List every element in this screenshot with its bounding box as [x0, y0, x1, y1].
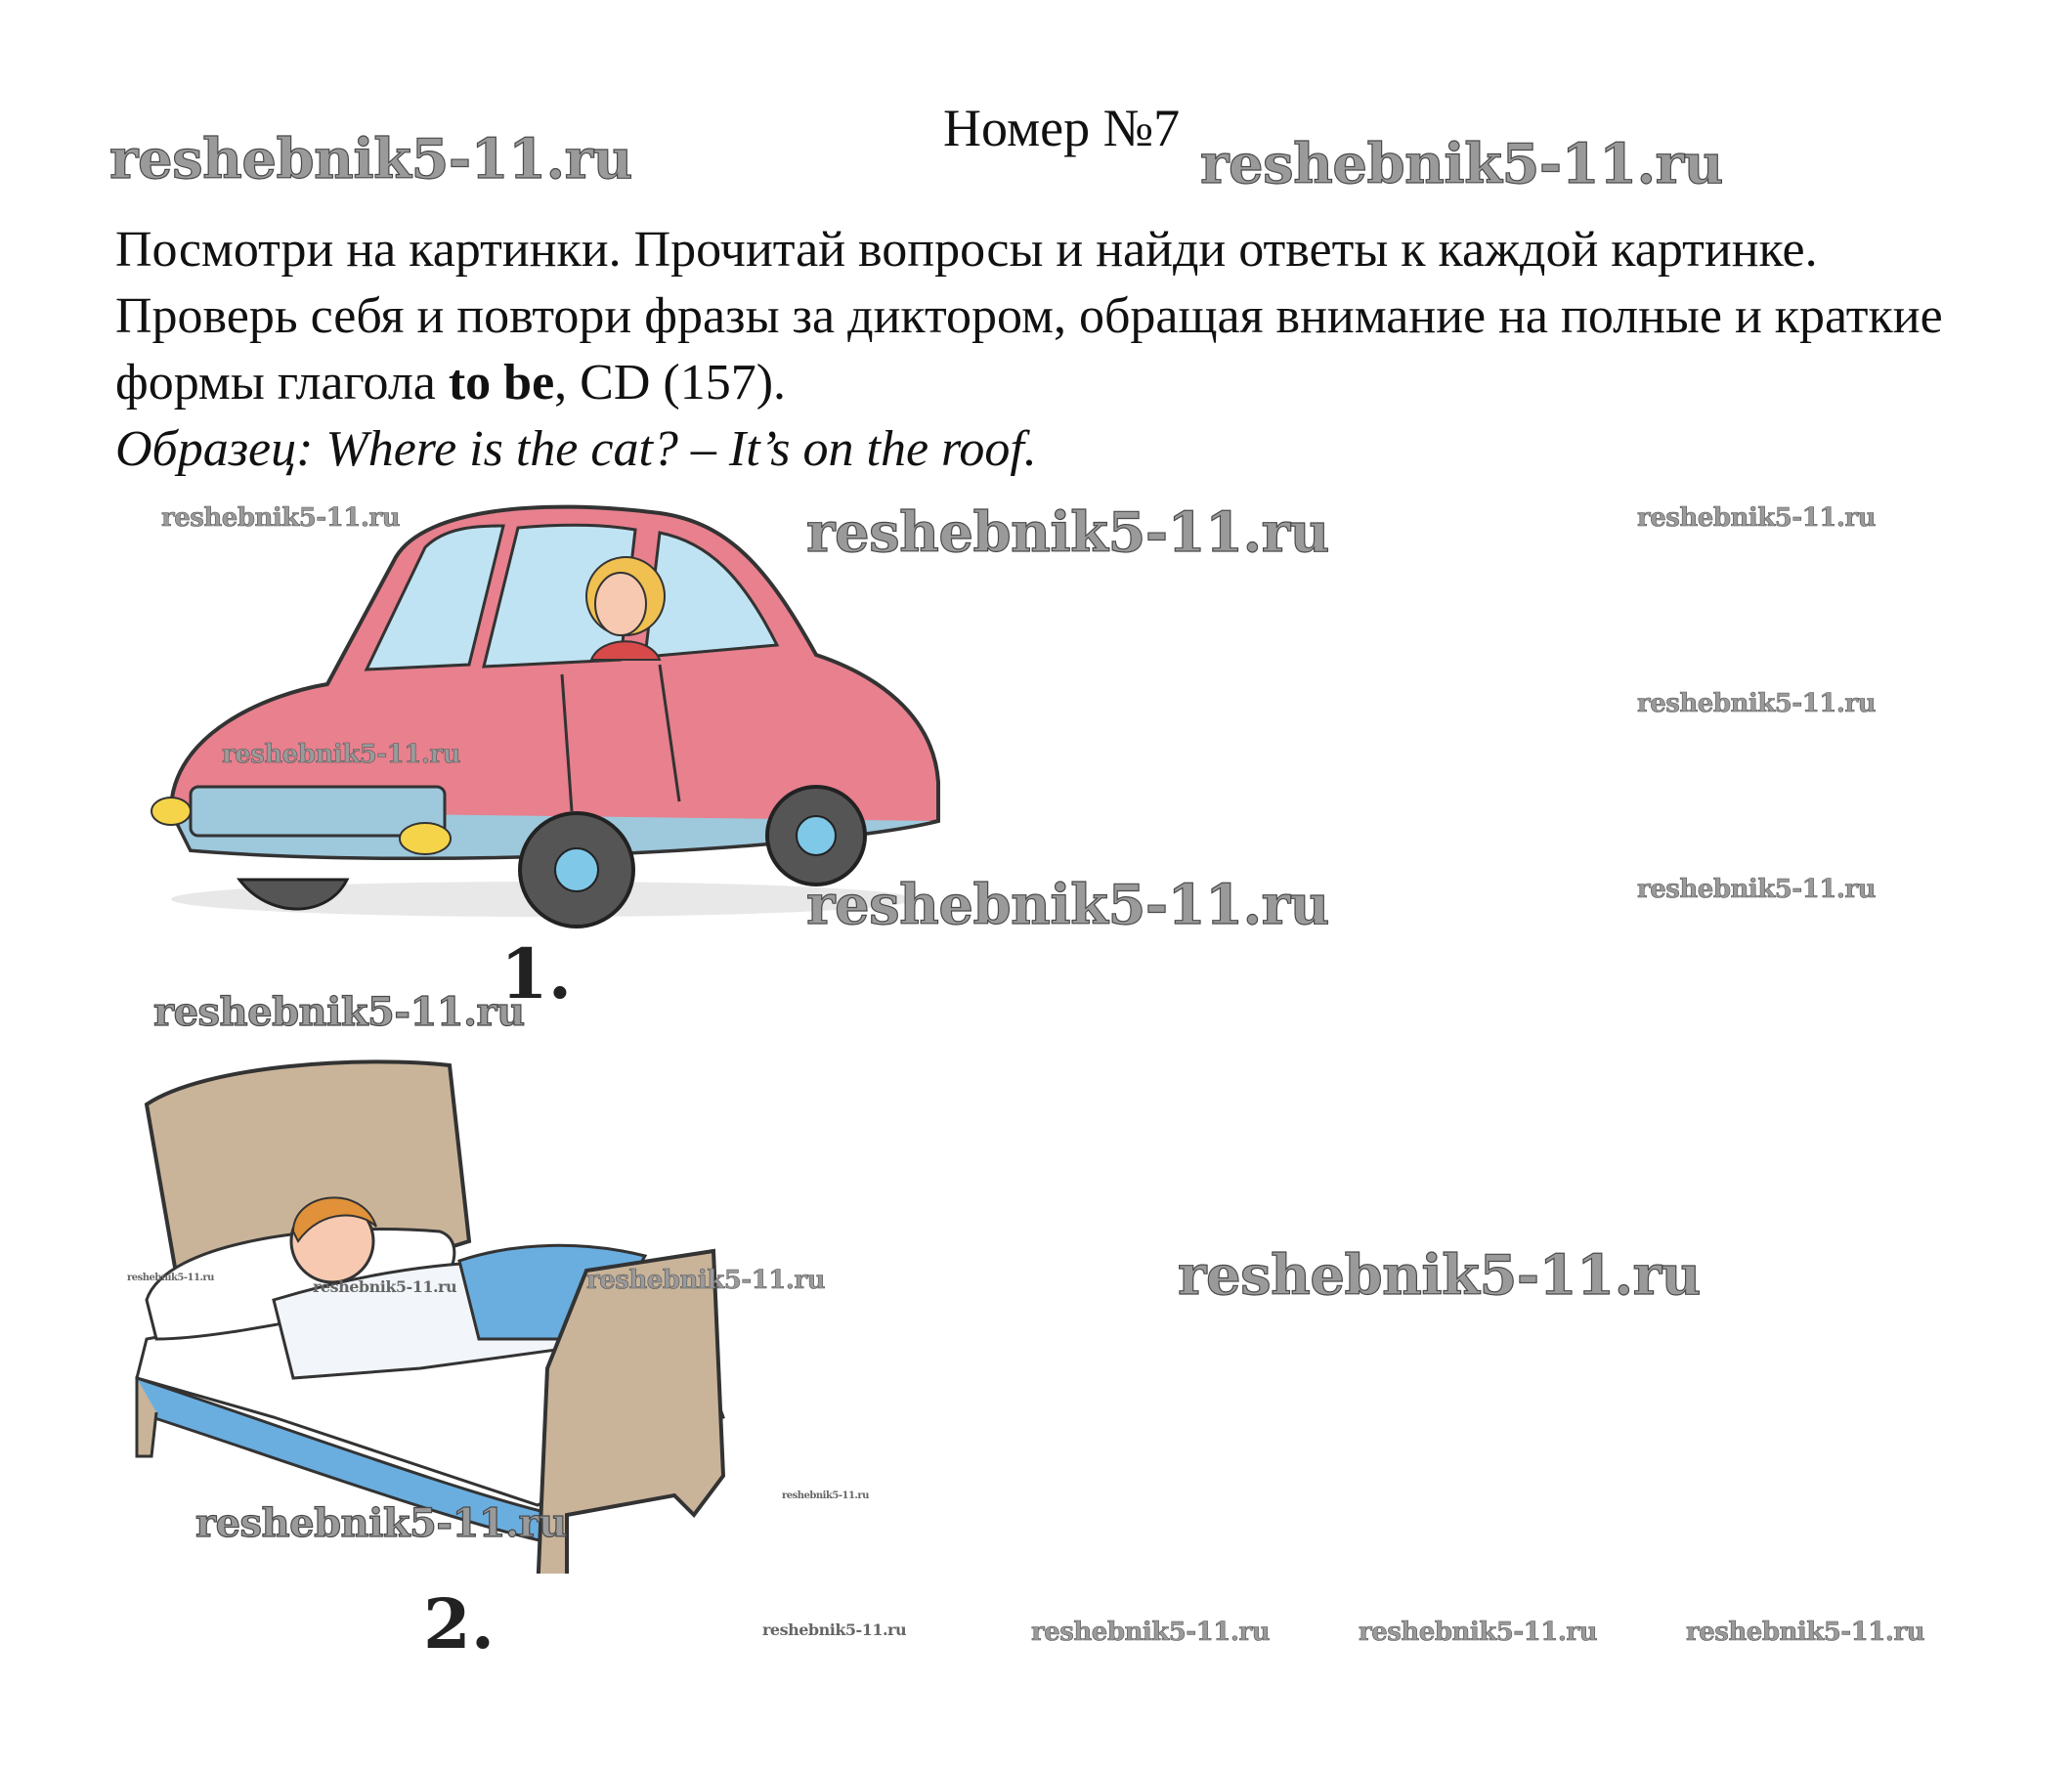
watermark: reshebnik5-11.ru: [782, 1490, 869, 1501]
watermark: reshebnik5-11.ru: [1637, 503, 1877, 533]
watermark: reshebnik5-11.ru: [109, 127, 632, 192]
watermark: reshebnik5-11.ru: [1359, 1618, 1598, 1647]
instruction-text: [115, 217, 1992, 483]
instruction-part1: Посмотри на картинки. Прочитай вопросы и найди ответы к каждой картинке. Проверь себя и повтори фразы за диктором, обращая внимание на полные и краткие формы глагола: [115, 222, 1943, 410]
watermark: reshebnik5-11.ru: [1178, 1243, 1701, 1308]
watermark: reshebnik5-11.ru: [127, 1273, 214, 1283]
page-title: Номер №7: [943, 99, 1181, 157]
watermark: reshebnik5-11.ru: [586, 1266, 826, 1295]
watermark: reshebnik5-11.ru: [1031, 1618, 1271, 1647]
watermark: reshebnik5-11.ru: [222, 740, 461, 769]
watermark: reshebnik5-11.ru: [313, 1277, 457, 1296]
picture-number: 2.: [423, 1583, 496, 1664]
watermark: reshebnik5-11.ru: [1637, 875, 1877, 904]
watermark: reshebnik5-11.ru: [195, 1500, 567, 1546]
watermark: reshebnik5-11.ru: [161, 503, 401, 533]
watermark: reshebnik5-11.ru: [1637, 689, 1877, 718]
watermark: reshebnik5-11.ru: [1686, 1618, 1925, 1647]
watermark: reshebnik5-11.ru: [762, 1620, 907, 1639]
instruction-bold: to be: [448, 355, 555, 410]
instruction-part2: , CD (157).: [554, 355, 787, 410]
watermark: reshebnik5-11.ru: [1200, 132, 1723, 196]
watermark: reshebnik5-11.ru: [806, 873, 1329, 937]
sample-text: Образец: Where is the cat? – It’s on the roof.: [115, 421, 1037, 477]
bed-icon: [127, 1046, 811, 1574]
watermark: reshebnik5-11.ru: [153, 989, 525, 1035]
watermark: reshebnik5-11.ru: [806, 500, 1329, 565]
picture-number: 1.: [500, 933, 573, 1015]
